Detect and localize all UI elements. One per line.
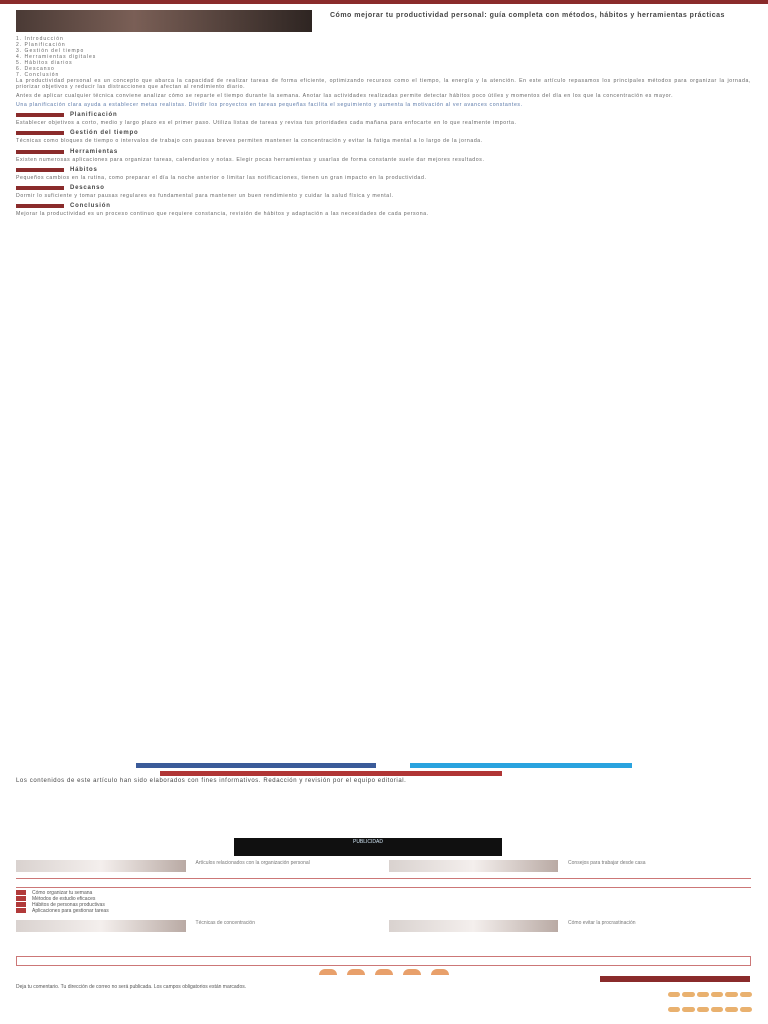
related-thumbnail[interactable]: [389, 920, 559, 932]
popular-item[interactable]: Métodos de estudio eficaces: [16, 896, 109, 902]
popular-item[interactable]: Cómo organizar tu semana: [16, 890, 109, 896]
related-posts: [16, 860, 751, 875]
emoji-icon[interactable]: [725, 1007, 737, 1012]
top-bar: [0, 0, 768, 4]
reaction-icon[interactable]: [319, 969, 337, 975]
related-thumbnail[interactable]: [16, 860, 186, 872]
toc-item[interactable]: 2. Planificación: [16, 42, 66, 48]
advertisement[interactable]: PUBLICIDAD: [234, 838, 502, 856]
section-heading: [16, 149, 751, 155]
emoji-icon[interactable]: [711, 992, 723, 997]
tag-bar: [16, 878, 751, 888]
reaction-row: [16, 969, 751, 975]
heading-text: Conclusión: [70, 202, 111, 209]
heading-bar: [16, 168, 64, 172]
section-heading: [16, 112, 751, 118]
emoji-icon[interactable]: [711, 1007, 723, 1012]
paragraph: Una planificación clara ayuda a establecer metas realistas. Dividir los proyectos en tareas pequeñas facilita el seguimiento y aumenta la motivación al ver avances constantes.: [16, 102, 523, 109]
related-link[interactable]: Cómo evitar la procrastinación: [568, 920, 636, 926]
pinterest-share-button[interactable]: [160, 771, 502, 776]
reaction-icon[interactable]: [347, 969, 365, 975]
heading-bar: [16, 150, 64, 154]
twitter-share-button[interactable]: [410, 763, 632, 768]
section-heading: [16, 203, 751, 209]
post-comment-button[interactable]: [600, 976, 750, 982]
related-posts-2: [16, 920, 751, 935]
comments-section: [16, 956, 751, 977]
reaction-icon[interactable]: [403, 969, 421, 975]
heading-text: Gestión del tiempo: [70, 130, 139, 137]
emoji-icon[interactable]: [740, 992, 752, 997]
heading-bar: [16, 113, 64, 117]
emoji-icon[interactable]: [740, 1007, 752, 1012]
paragraph: Mejorar la productividad es un proceso continuo que requiere constancia, revisión de hábitos y adaptación a las necesidades de cada persona.: [16, 210, 429, 217]
paragraph: Dormir lo suficiente y tomar pausas regulares es fundamental para mantener un buen rendimiento y cuidar la salud física y mental.: [16, 192, 394, 199]
paragraph: Técnicas como bloques de tiempo o intervalos de trabajo con pausas breves permiten mantener la concentración y evitar la fatiga mental a lo largo de la jornada.: [16, 138, 483, 145]
reaction-icon[interactable]: [375, 969, 393, 975]
heading-bar: [16, 131, 64, 135]
emoji-icon[interactable]: [697, 992, 709, 997]
related-link[interactable]: Técnicas de concentración: [195, 920, 255, 926]
comment-notice: Deja tu comentario. Tu dirección de correo no será publicada. Los campos obligatorios están marcados.: [16, 984, 247, 990]
related-thumbnail[interactable]: [16, 920, 186, 932]
emoji-icon[interactable]: [668, 1007, 680, 1012]
section-heading: [16, 130, 751, 136]
toc-item[interactable]: 4. Herramientas digitales: [16, 54, 97, 60]
paragraph: Antes de aplicar cualquier técnica conviene analizar cómo se reparte el tiempo durante la semana. Anotar las actividades realizadas permite detectar hábitos poco útiles y momentos del día en los que la concentración es mayor.: [16, 93, 674, 100]
toc-item[interactable]: 3. Gestión del tiempo: [16, 48, 85, 54]
toc-item[interactable]: 7. Conclusión: [16, 72, 60, 78]
heading-text: Herramientas: [70, 148, 118, 155]
hero-image: [16, 10, 312, 32]
related-link[interactable]: Artículos relacionados con la organización personal: [195, 860, 310, 866]
paragraph: Pequeños cambios en la rutina, como preparar el día la noche anterior o limitar las notificaciones, tienen un gran impacto en la productividad.: [16, 174, 427, 181]
heading-text: Hábitos: [70, 166, 98, 173]
section-heading: [16, 167, 751, 173]
toc-item[interactable]: 1. Introducción: [16, 36, 64, 42]
emoji-icon[interactable]: [725, 992, 737, 997]
related-link[interactable]: Consejos para trabajar desde casa: [568, 860, 646, 866]
section-heading: [16, 185, 751, 191]
comment-tabs[interactable]: [16, 956, 751, 966]
table-of-contents: [16, 36, 96, 78]
popular-item[interactable]: Hábitos de personas productivas: [16, 902, 109, 908]
heading-bar: [16, 204, 64, 208]
reaction-icon[interactable]: [431, 969, 449, 975]
related-thumbnail[interactable]: [389, 860, 559, 872]
article-title: Cómo mejorar tu productividad personal: guía completa con métodos, hábitos y herramientas prácticas: [330, 12, 725, 19]
toc-item[interactable]: 5. Hábitos diarios: [16, 60, 73, 66]
emoji-icon[interactable]: [697, 1007, 709, 1012]
emoji-icon[interactable]: [668, 992, 680, 997]
article-body: [16, 78, 751, 220]
author-box: Los contenidos de este artículo han sido elaborados con fines informativos. Redacción y revisión por el equipo editorial.: [16, 778, 407, 784]
paragraph: La productividad personal es un concepto que abarca la capacidad de realizar tareas de forma eficiente, optimizando recursos como el tiempo, la energía y la atención. En este artículo repasamos los principales métodos para organizar la jornada, priorizar objetivos y reducir las distracciones que afectan al rendimiento diario.: [16, 78, 751, 91]
heading-bar: [16, 186, 64, 190]
share-buttons: [136, 763, 632, 768]
heading-text: Descanso: [70, 184, 105, 191]
facebook-share-button[interactable]: [136, 763, 376, 768]
popular-list: [16, 890, 109, 914]
emoji-picker: [668, 992, 752, 1020]
paragraph: Establecer objetivos a corto, medio y largo plazo es el primer paso. Utiliza listas de tareas y revisa tus prioridades cada mañana para enfocarte en lo que realmente importa.: [16, 120, 517, 127]
toc-item[interactable]: 6. Descanso: [16, 66, 55, 72]
paragraph: Existen numerosas aplicaciones para organizar tareas, calendarios y notas. Elegir pocas herramientas y usarlas de forma constante suele dar mejores resultados.: [16, 156, 485, 163]
heading-text: Planificación: [70, 112, 118, 119]
emoji-icon[interactable]: [682, 992, 694, 997]
popular-item[interactable]: Aplicaciones para gestionar tareas: [16, 908, 109, 914]
emoji-icon[interactable]: [682, 1007, 694, 1012]
